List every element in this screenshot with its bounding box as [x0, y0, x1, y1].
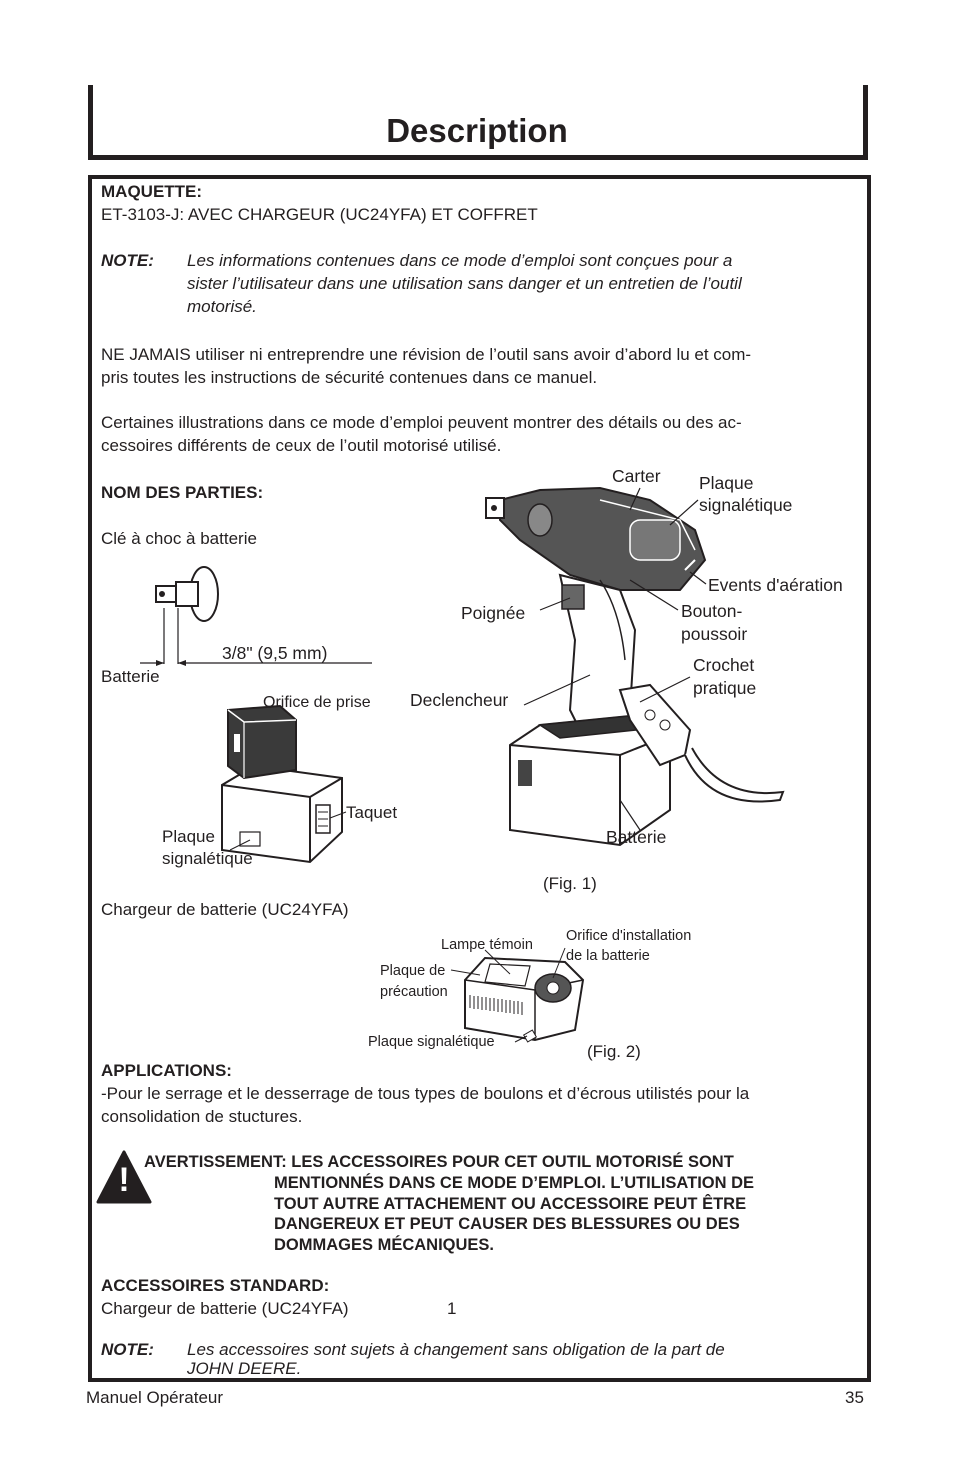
model-heading: MAQUETTE:: [101, 182, 203, 201]
install-hole-label: Orifice d'installation: [566, 928, 692, 944]
note-line: sister l’utilisateur dans une utilisation sans danger et un entretien de l’outil: [187, 274, 742, 293]
caution-plate-label: Plaque de: [380, 963, 446, 979]
battery-latch-label: Taquet: [346, 803, 398, 822]
illustration-paragraph-line: Certaines illustrations dans ce mode d’emploi peuvent montrer des détails ou des ac-: [101, 413, 742, 432]
trigger-label: Declencheur: [410, 690, 509, 710]
fig1-caption: (Fig. 1): [543, 874, 597, 893]
hook-label: pratique: [693, 678, 757, 698]
warning-line: MENTIONNÉS DANS CE MODE D’EMPLOI. L’UTILISATION DE: [274, 1174, 755, 1192]
note-label: NOTE:: [101, 1340, 154, 1359]
battery-nameplate-label: Plaque: [162, 827, 215, 846]
applications-heading: APPLICATIONS:: [101, 1061, 232, 1080]
note-line: motorisé.: [187, 297, 257, 316]
note-label: NOTE:: [101, 251, 154, 270]
note-line: Les accessoires sont sujets à changement sans obligation de la part de: [187, 1340, 725, 1359]
battery-socket-hole-label: Orifice de prise: [263, 694, 371, 711]
housing-label: Carter: [612, 466, 661, 486]
warning-line: DOMMAGES MÉCANIQUES.: [274, 1236, 495, 1254]
applications-line: consolidation de stuctures.: [101, 1107, 303, 1126]
model-line: ET-3103-J: AVEC CHARGEUR (UC24YFA) ET COFFRET: [101, 205, 538, 224]
handle-label: Poignée: [461, 603, 526, 623]
pilot-lamp-label: Lampe témoin: [441, 937, 533, 953]
tool-name: Clé à choc à batterie: [101, 529, 257, 548]
hook-label: Crochet: [693, 655, 755, 675]
applications-line: -Pour le serrage et le desserrage de tous types de boulons et d’écrous utilistés pour la: [101, 1084, 750, 1103]
push-button-label: Bouton-: [681, 601, 743, 621]
warning-lead: AVERTISSEMENT: LES ACCESSOIRES POUR CET OUTIL MOTORISÉ SONT: [144, 1153, 734, 1171]
vents-label: Events d'aération: [708, 575, 843, 595]
accessories-heading: ACCESSOIRES STANDARD:: [101, 1276, 330, 1295]
tool-nameplate-label: Plaque: [699, 473, 754, 493]
note-line: JOHN DEERE.: [187, 1359, 302, 1378]
battery-nameplate-label: signalétique: [162, 849, 253, 868]
charger-name: Chargeur de batterie (UC24YFA): [101, 900, 349, 919]
fig2-caption: (Fig. 2): [587, 1042, 641, 1061]
footer-manual-name: Manuel Opérateur: [86, 1388, 224, 1407]
charger-nameplate-label: Plaque signalétique: [368, 1034, 495, 1050]
note-line: Les informations contenues dans ce mode d’emploi sont conçues pour a: [187, 251, 733, 270]
parts-heading: NOM DES PARTIES:: [101, 483, 264, 502]
accessory-item: Chargeur de batterie (UC24YFA): [101, 1299, 349, 1318]
battery-label: Batterie: [101, 667, 160, 686]
safety-paragraph-line: pris toutes les instructions de sécurité contenues dans ce manuel.: [101, 368, 598, 387]
tool-battery-label: Batterie: [606, 827, 667, 847]
warning-line: DANGEREUX ET PEUT CAUSER DES BLESSURES OU DES: [274, 1215, 740, 1233]
caution-plate-label: précaution: [380, 984, 448, 1000]
safety-paragraph-line: NE JAMAIS utiliser ni entreprendre une révision de l’outil sans avoir d’abord lu et com-: [101, 345, 752, 364]
tool-nameplate-label: signalétique: [699, 495, 793, 515]
push-button-label: poussoir: [681, 624, 748, 644]
warning-line: TOUT AUTRE ATTACHEMENT OU ACCESSOIRE PEUT ÊTRE: [274, 1195, 747, 1213]
battery-drawing: [210, 700, 350, 870]
anvil-size-label: 3/8" (9,5 mm): [222, 643, 328, 663]
page-number: 35: [845, 1388, 864, 1407]
warning-icon-symbol: !: [118, 1161, 130, 1199]
page-title: Description: [386, 112, 568, 149]
illustration-paragraph-line: cessoires différents de ceux de l’outil motorisé utilisé.: [101, 436, 502, 455]
install-hole-label: de la batterie: [566, 948, 650, 964]
accessory-qty: 1: [447, 1299, 457, 1318]
